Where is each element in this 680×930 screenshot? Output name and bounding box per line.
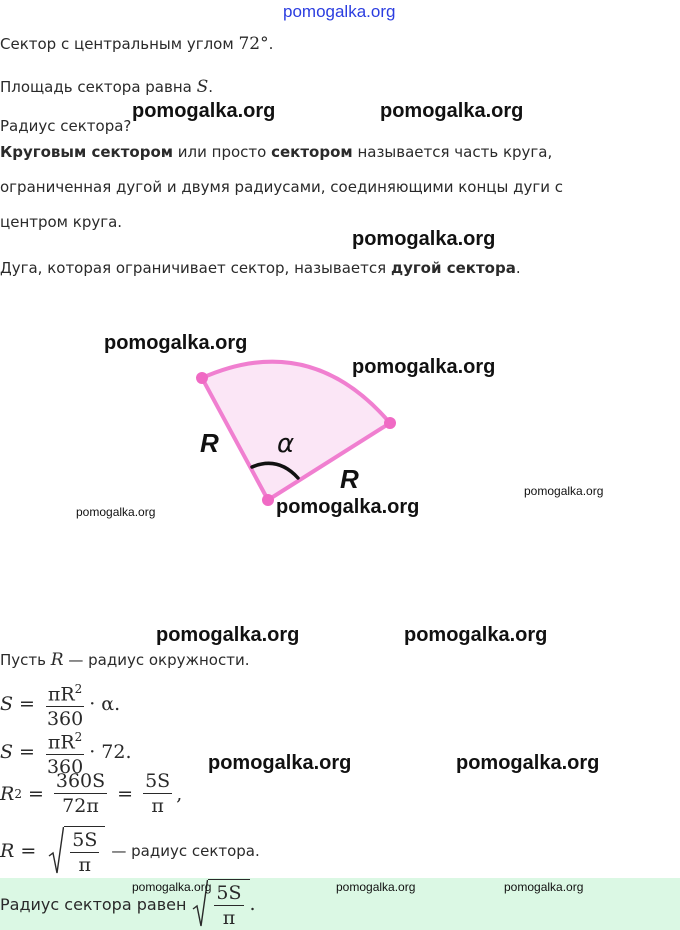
- formula-radius-squared: [0, 770, 182, 817]
- watermark: pomogalka.org: [132, 100, 276, 122]
- fraction-numerator: 360S: [55, 770, 106, 792]
- area-variable: S: [196, 77, 209, 97]
- definition-line-2: ограниченная дугой и двумя радиусами, соединяющими концы дуги с: [0, 178, 563, 196]
- fraction-denominator: 360: [46, 708, 84, 731]
- fraction-numerator: 5S: [72, 829, 98, 851]
- equals-sign: =: [117, 782, 134, 805]
- equals-sign: =: [27, 782, 44, 805]
- radius-variable: R: [50, 650, 64, 670]
- numerator-text: πR: [47, 731, 75, 754]
- answer-text: Радиус сектора равен: [0, 894, 187, 914]
- watermark: pomogalka.org: [276, 496, 420, 518]
- period: .: [515, 259, 521, 277]
- fraction-numerator: 5S: [216, 882, 242, 904]
- exponent: 2: [74, 682, 83, 696]
- equals-sign: =: [19, 693, 35, 716]
- fraction-denominator: π: [222, 907, 236, 929]
- exponent: 2: [14, 786, 22, 801]
- watermark: pomogalka.org: [156, 624, 300, 646]
- watermark: pomogalka.org: [404, 624, 548, 646]
- center-point: [262, 494, 274, 506]
- formula-tail: · 72.: [89, 741, 132, 764]
- term-sector: сектором: [271, 143, 353, 161]
- term-arc: дугой сектора: [390, 259, 516, 277]
- formula-lhs: S: [0, 693, 14, 716]
- top-watermark[interactable]: pomogalka.org: [283, 2, 396, 21]
- watermark: pomogalka.org: [352, 228, 496, 250]
- watermark: pomogalka.org: [104, 332, 248, 354]
- fraction-numerator: [46, 726, 84, 755]
- fraction: [143, 770, 172, 817]
- exponent: 2: [74, 730, 83, 744]
- watermark: pomogalka.org: [208, 752, 352, 774]
- fraction: [45, 678, 85, 730]
- period: .: [208, 78, 214, 96]
- definition-line-1: [0, 142, 552, 162]
- question: Радиус сектора?: [0, 117, 132, 135]
- equals-sign: =: [20, 840, 37, 862]
- formula-radius: [0, 826, 260, 876]
- period: .: [268, 35, 274, 53]
- condition-area-text: Площадь сектора равна: [0, 78, 192, 96]
- condition-angle-text: Сектор с центральным углом: [0, 35, 234, 53]
- watermark: pomogalka.org: [132, 880, 212, 894]
- formula-lhs: R: [0, 840, 15, 862]
- radicand: [208, 879, 249, 929]
- definition-text: называется часть круга,: [357, 143, 553, 161]
- formula-lhs: R: [0, 782, 15, 805]
- arc-endpoint-2: [384, 417, 396, 429]
- fraction-denominator: π: [151, 795, 164, 817]
- fraction: [54, 770, 107, 817]
- formula-tail: ,: [176, 782, 183, 805]
- condition-angle: [0, 34, 273, 54]
- fraction-denominator: π: [78, 854, 92, 876]
- answer-line: [0, 878, 256, 930]
- fraction-numerator: [46, 678, 84, 707]
- watermark: pomogalka.org: [336, 880, 416, 894]
- watermark: pomogalka.org: [76, 505, 156, 519]
- radius-label-2: R: [340, 464, 359, 494]
- fraction: [214, 882, 243, 929]
- period: .: [249, 893, 256, 915]
- formula-tail: · α.: [89, 693, 121, 716]
- numerator-text: πR: [47, 683, 75, 706]
- definition-line-3: центром круга.: [0, 213, 123, 231]
- arc-endpoint-1: [196, 372, 208, 384]
- arc-definition-text: Дуга, которая ограничивает сектор, называется: [0, 259, 387, 277]
- let-statement: [0, 650, 250, 670]
- definition-text: или просто: [177, 143, 267, 161]
- term-circular-sector: Круговым сектором: [0, 143, 174, 161]
- fraction-denominator: 72π: [62, 795, 99, 817]
- watermark: pomogalka.org: [380, 100, 524, 122]
- let-text: Пусть: [0, 651, 46, 669]
- arc-definition: [0, 258, 521, 278]
- radius-label-1: R: [200, 428, 219, 458]
- angle-label: α: [277, 429, 295, 459]
- formula-lhs: S: [0, 741, 14, 764]
- condition-area: [0, 77, 213, 97]
- watermark: pomogalka.org: [504, 880, 584, 894]
- fraction-numerator: 5S: [145, 770, 171, 792]
- equals-sign: =: [19, 741, 35, 764]
- let-text: — радиус окружности.: [68, 651, 250, 669]
- angle-value: 72°: [238, 34, 269, 54]
- formula-area-general: [0, 678, 120, 730]
- formula-tail: — радиус сектора.: [111, 842, 260, 860]
- fraction: [70, 829, 99, 876]
- watermark: pomogalka.org: [352, 356, 496, 378]
- radical-sign: [48, 826, 64, 876]
- fraction-denominator: 360: [46, 756, 84, 779]
- square-root: [48, 826, 105, 876]
- watermark: pomogalka.org: [456, 752, 600, 774]
- watermark: pomogalka.org: [524, 484, 604, 498]
- radicand: [64, 826, 105, 876]
